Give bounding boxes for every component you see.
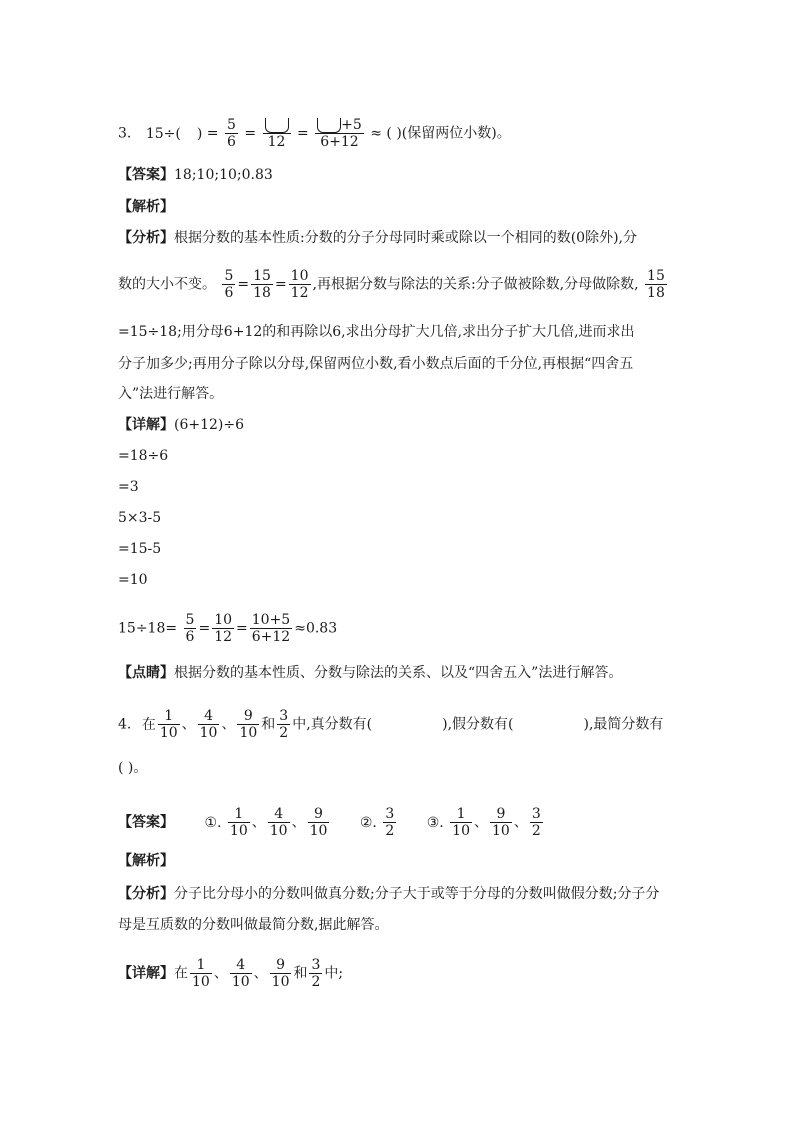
fenxi-line: =15÷18;用分母6+12的和再除以6,求出分母扩大几倍,求出分子扩大几倍,进而求出 [118,324,635,340]
fenxi-line: 入”法进行解答。 [118,386,224,402]
step: 5×3-5 [118,510,162,526]
question-3: 3. 15÷( ) = $\frac{5}{6}$ = 12 = $\frac{+5}{6+12}$ ≈ ( )(保留两位小数)。 [118,117,511,150]
fenxi-line: 【分析】分子比分母小的分数叫做真分数;分子大于或等于分母的分数叫做假分数;分子分 [118,886,660,902]
xiangjie-line: 【详解】在 $\frac{1}{10}$ 、 $\frac{4}{10}$ 、 $\frac{9}{10}$ 和 $\frac{3}{2}$ 中; [118,957,344,990]
question-4-line2: ( )。 [118,760,148,776]
fraction-blank: 12 [263,117,291,150]
fraction-blank: $\frac{+5}{6+12}$ [315,117,364,150]
answer-blank [265,118,289,133]
answer-blank [317,118,341,133]
fenxi-line: 【分析】根据分数的基本性质:分数的分子分母同时乘或除以一个相同的数(0除外),分 [118,230,637,246]
step: =15-5 [118,541,162,557]
fenxi-line: 母是互质数的分数叫做最简分数,据此解答。 [118,917,389,933]
dianjing-line: 【点睛】根据分数的基本性质、分数与除法的关系、以及“四舍五入”法进行解答。 [118,665,623,681]
step: =10 [118,572,148,588]
step: =3 [118,479,139,495]
analysis-heading: 【解析】 [118,199,174,215]
final-equation: 15÷18= $\frac{5}{6}$ = $\frac{10}{12}$ = $\frac{10+5}{6+12}$ ≈0.83 [118,612,338,645]
fenxi-line: 数的大小不变。 $\frac{5}{6}$ = $\frac{15}{18}$ = $\frac{10}{12}$ ,再根据分数与除法的关系:分子做被除数,分母做除数, $\frac{15}{18}$ [118,268,665,301]
answer-line-4: 【答案】 ①. $\frac{1}{10}$ 、 $\frac{4}{10}$ 、 $\frac{9}{10}$ ②. $\frac{3}{2}$ ③. $\frac{1}{10}$ 、 $\frac{9}{10}$ 、 $\frac{3}{2}$ [118,806,541,839]
step: =18÷6 [118,448,169,464]
xiangjie-line: 【详解】(6+12)÷6 [118,417,245,433]
question-4: 4. 在 $\frac{1}{10}$ 、 $\frac{4}{10}$ 、 $\frac{9}{10}$ 和 $\frac{3}{2}$ 中,真分数有( ),假分数有( ),最简分数有 [118,708,664,741]
analysis-heading: 【解析】 [118,853,174,869]
question-number: 3. [118,125,132,142]
fraction: $\frac{5}{6}$ [226,117,236,150]
question-lead: 15÷( [145,125,181,142]
answer-line-3: 【答案】18;10;10;0.83 [118,167,273,183]
fenxi-line: 分子加多少;再用分子除以分母,保留两位小数,看小数点后面的千分位,再根据“四舍五 [118,356,634,372]
